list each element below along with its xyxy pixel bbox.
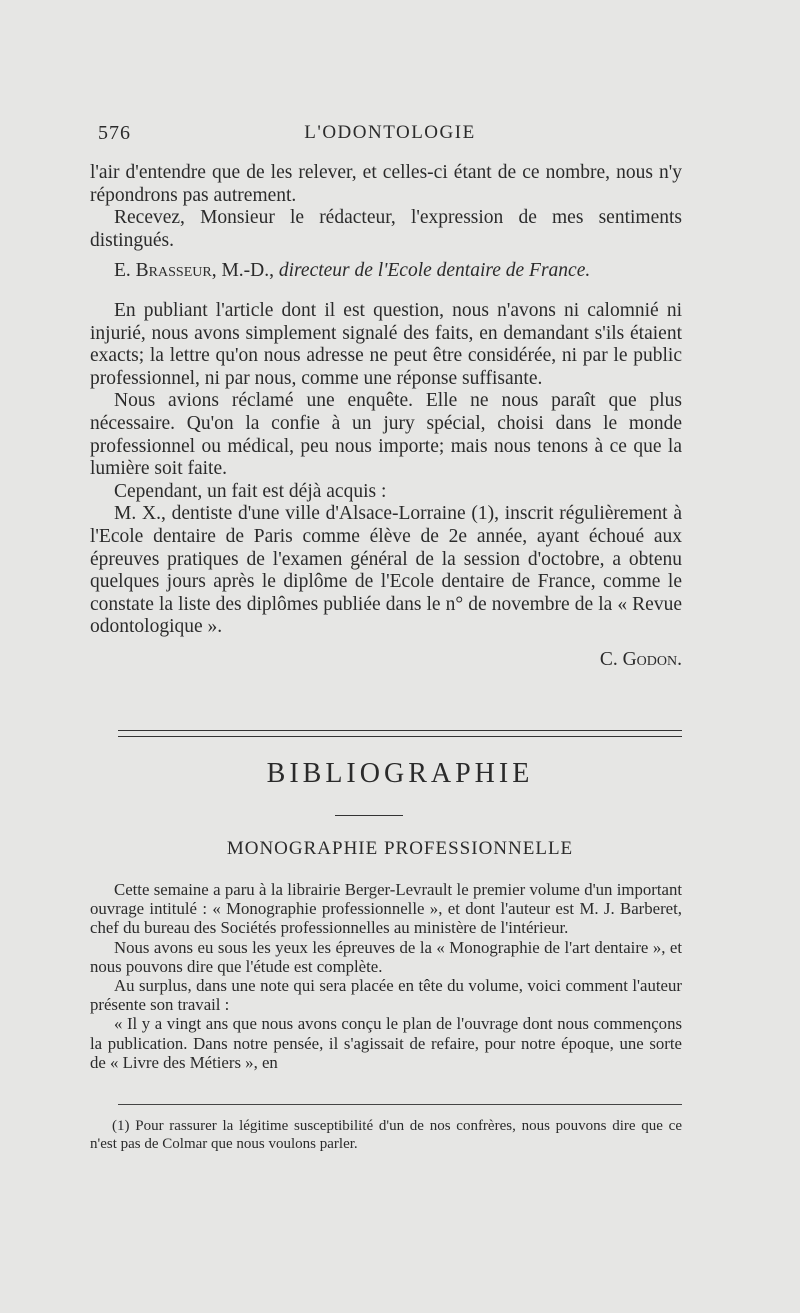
reply-signature-name: Godon.	[622, 648, 682, 670]
bibliography-paragraph: Nous avons eu sous les yeux les épreuves de la « Monographie de l'art dentaire », et nous pouvons dire que l'étude est complète.	[90, 937, 682, 976]
page-header	[98, 122, 682, 152]
signature-initial: E.	[114, 260, 136, 282]
signature-name: Brasseur	[135, 260, 212, 282]
reply-paragraph: M. X., dentiste d'une ville d'Alsace-Lorraine (1), inscrit régulièrement à l'Ecole dentaire de Paris comme élève de 2e année, ayant échoué aux épreuves pratiques de l'examen général de la session d'octobre, a obtenu quelques jours après le diplôme de l'Ecole dentaire de France, comme le constate la liste des diplômes publiée dans le n° de novembre de la « Revue odontologique ».	[90, 503, 682, 638]
running-title: L'ODONTOLOGIE	[304, 122, 476, 143]
signature-degree: , M.-D.,	[211, 260, 279, 282]
page-number: 576	[98, 122, 131, 144]
letter-paragraph: l'air d'entendre que de les relever, et celles-ci étant de ce nombre, nous n'y répondrons pas autrement.	[90, 162, 682, 206]
bibliography-text	[90, 880, 682, 1072]
reply-paragraph: Cependant, un fait est déjà acquis :	[114, 480, 387, 502]
bibliography-paragraph: Au surplus, dans une note qui sera placée en tête du volume, voici comment l'auteur présente son travail :	[90, 976, 682, 1015]
letter-closing: Recevez, Monsieur le rédacteur, l'expression de mes sentiments distingués.	[90, 207, 682, 251]
section-divider	[118, 730, 682, 737]
section-subtitle: MONOGRAPHIE PROFESSIONNELLE	[226, 838, 574, 859]
main-text	[90, 162, 682, 671]
reply-signature	[90, 649, 682, 672]
footnote-rule	[118, 1104, 682, 1105]
signature-title: directeur de l'Ecole dentaire de France.	[278, 260, 591, 282]
footnote-text: (1) Pour rassurer la légitime susceptibilité d'un de nos confrères, nous pouvons dire que ce n'est pas de Colmar que nous voulons parler.	[90, 1118, 682, 1152]
footnote	[90, 1117, 682, 1153]
bibliography-paragraph: « Il y a vingt ans que nous avons conçu le plan de l'ouvrage dont nous commençons la publication. Dans notre pensée, il s'agissait de refaire, pour notre époque, une sorte de « Livre des Métiers », en	[90, 1014, 682, 1072]
bibliography-paragraph: Cette semaine a paru à la librairie Berger-Levrault le premier volume d'un important ouvrage intitulé : « Monographie professionnelle », et dont l'auteur est M. J. Barberet, chef du bureau des Sociétés professionnelles au ministère de l'intérieur.	[90, 880, 682, 938]
letter-signature	[90, 260, 682, 283]
section-title: BIBLIOGRAPHIE	[266, 758, 534, 789]
reply-paragraph: En publiant l'article dont il est question, nous n'avons ni calomnié ni injurié, nous avons simplement signalé des faits, en demandant s'ils étaient exacts; la lettre qu'on nous adresse ne peut être considérée, ni par le public professionnel, ni par nous, comme une réponse suffisante.	[90, 299, 682, 389]
reply-paragraph: Nous avions réclamé une enquête. Elle ne nous paraît que plus nécessaire. Qu'on la confie à un jury spécial, choisi dans le monde professionnel ou médical, peu nous importe; mais nous tenons à ce que la lumière soit faite.	[90, 390, 682, 480]
title-rule	[335, 815, 403, 816]
reply-signature-initial: C.	[599, 648, 623, 670]
